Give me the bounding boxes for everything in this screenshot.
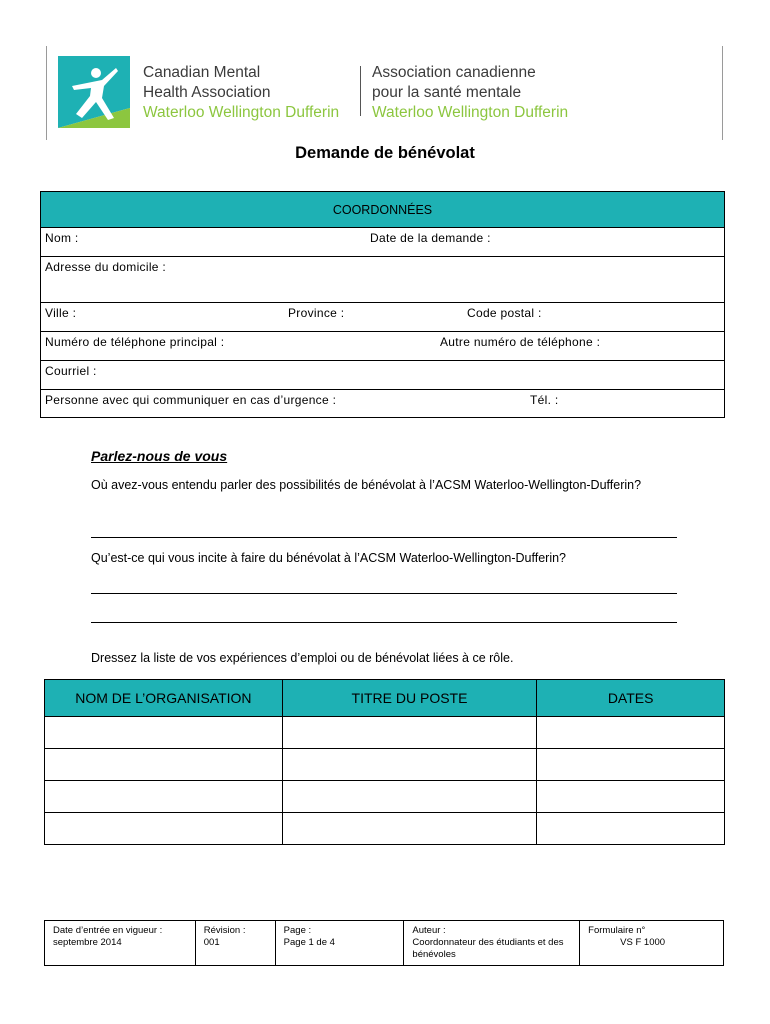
label-urgence[interactable]: Personne avec qui communiquer en cas d’urgence : — [45, 393, 337, 407]
label-date-demande[interactable]: Date de la demande : — [370, 231, 491, 245]
org-en-line3: Waterloo Wellington Dufferin — [143, 104, 340, 121]
contact-row-emergency — [41, 390, 724, 417]
org-name-en — [143, 63, 339, 123]
footer-row — [45, 921, 724, 966]
contact-heading: COORDONNÉES — [41, 192, 724, 228]
org-en-line2: Health Association — [143, 84, 271, 101]
footer-effective-date — [45, 921, 196, 966]
question-2: Qu’est-ce qui vous incite à faire du bénévolat à l’ACSM Waterloo-Wellington-Dufferin? — [91, 551, 566, 565]
footer-page-value: Page 1 de 4 — [283, 937, 335, 948]
footer-revision — [195, 921, 275, 966]
answer-line-2a[interactable] — [91, 593, 677, 594]
col-organisation: NOM DE L’ORGANISATION — [45, 680, 283, 717]
footer-page — [275, 921, 404, 966]
org-separator — [360, 66, 361, 116]
footer-form-value: VS F 1000 — [620, 937, 666, 948]
label-tel-urgence[interactable]: Tél. : — [530, 393, 559, 407]
org-fr-line2: pour la santé mentale — [372, 84, 522, 101]
table-cell[interactable] — [537, 749, 725, 781]
footer-revision-value: 001 — [203, 937, 220, 948]
col-dates: DATES — [537, 680, 725, 717]
org-fr-line3: Waterloo Wellington Dufferin — [372, 104, 569, 121]
footer-effective-value: septembre 2014 — [53, 937, 122, 948]
label-tel-principal[interactable]: Numéro de téléphone principal : — [45, 335, 225, 349]
header-right-rule — [722, 46, 723, 140]
footer-revision-label: Révision : — [203, 925, 246, 936]
table-cell[interactable] — [537, 813, 725, 845]
table-row — [45, 717, 725, 749]
table-cell[interactable] — [282, 749, 537, 781]
contact-row-name — [41, 228, 724, 257]
contact-row-address — [41, 257, 724, 303]
label-autre-tel[interactable]: Autre numéro de téléphone : — [440, 335, 601, 349]
table-cell[interactable] — [282, 781, 537, 813]
label-nom[interactable]: Nom : — [45, 231, 79, 245]
table-cell[interactable] — [282, 813, 537, 845]
footer-form-number — [580, 921, 724, 966]
footer-table — [44, 920, 724, 966]
col-titre-poste: TITRE DU POSTE — [282, 680, 537, 717]
label-courriel[interactable]: Courriel : — [45, 364, 97, 378]
table-row — [45, 749, 725, 781]
answer-line-2b[interactable] — [91, 622, 677, 623]
contact-table — [40, 191, 725, 418]
experience-table — [44, 679, 725, 845]
contact-row-city — [41, 303, 724, 332]
table-row — [45, 781, 725, 813]
footer-author-label: Auteur : — [412, 925, 446, 936]
contact-row-phone — [41, 332, 724, 361]
table-cell[interactable] — [45, 781, 283, 813]
org-fr-line1: Association canadienne — [372, 64, 536, 81]
table-cell[interactable] — [45, 749, 283, 781]
table-cell[interactable] — [537, 781, 725, 813]
table-cell[interactable] — [45, 717, 283, 749]
header-left-rule — [46, 46, 47, 140]
footer-effective-label: Date d’entrée en vigueur : — [53, 925, 163, 936]
table-row — [45, 813, 725, 845]
label-province[interactable]: Province : — [288, 306, 345, 320]
question-1: Où avez-vous entendu parler des possibilités de bénévolat à l’ACSM Waterloo-Wellington-Dufferin? — [91, 478, 642, 492]
document-title: Demande de bénévolat — [295, 144, 475, 162]
cmha-logo-icon — [58, 56, 130, 128]
table-cell[interactable] — [45, 813, 283, 845]
footer-author-value: Coordonnateur des étudiants et des bénévoles — [412, 937, 564, 960]
experience-header-row — [45, 680, 725, 717]
contact-row-email — [41, 361, 724, 390]
footer-page-label: Page : — [283, 925, 312, 936]
org-en-line1: Canadian Mental — [143, 64, 261, 81]
footer-form-label: Formulaire n° — [588, 925, 646, 936]
answer-line-1[interactable] — [91, 537, 677, 538]
section-heading-about: Parlez-nous de vous — [91, 448, 228, 464]
label-adresse[interactable]: Adresse du domicile : — [45, 260, 167, 274]
table-cell[interactable] — [282, 717, 537, 749]
label-ville[interactable]: Ville : — [45, 306, 77, 320]
question-3: Dressez la liste de vos expériences d’emploi ou de bénévolat liées à ce rôle. — [91, 651, 514, 665]
table-cell[interactable] — [537, 717, 725, 749]
label-code-postal[interactable]: Code postal : — [467, 306, 542, 320]
footer-author — [404, 921, 580, 966]
org-name-fr — [372, 63, 568, 123]
